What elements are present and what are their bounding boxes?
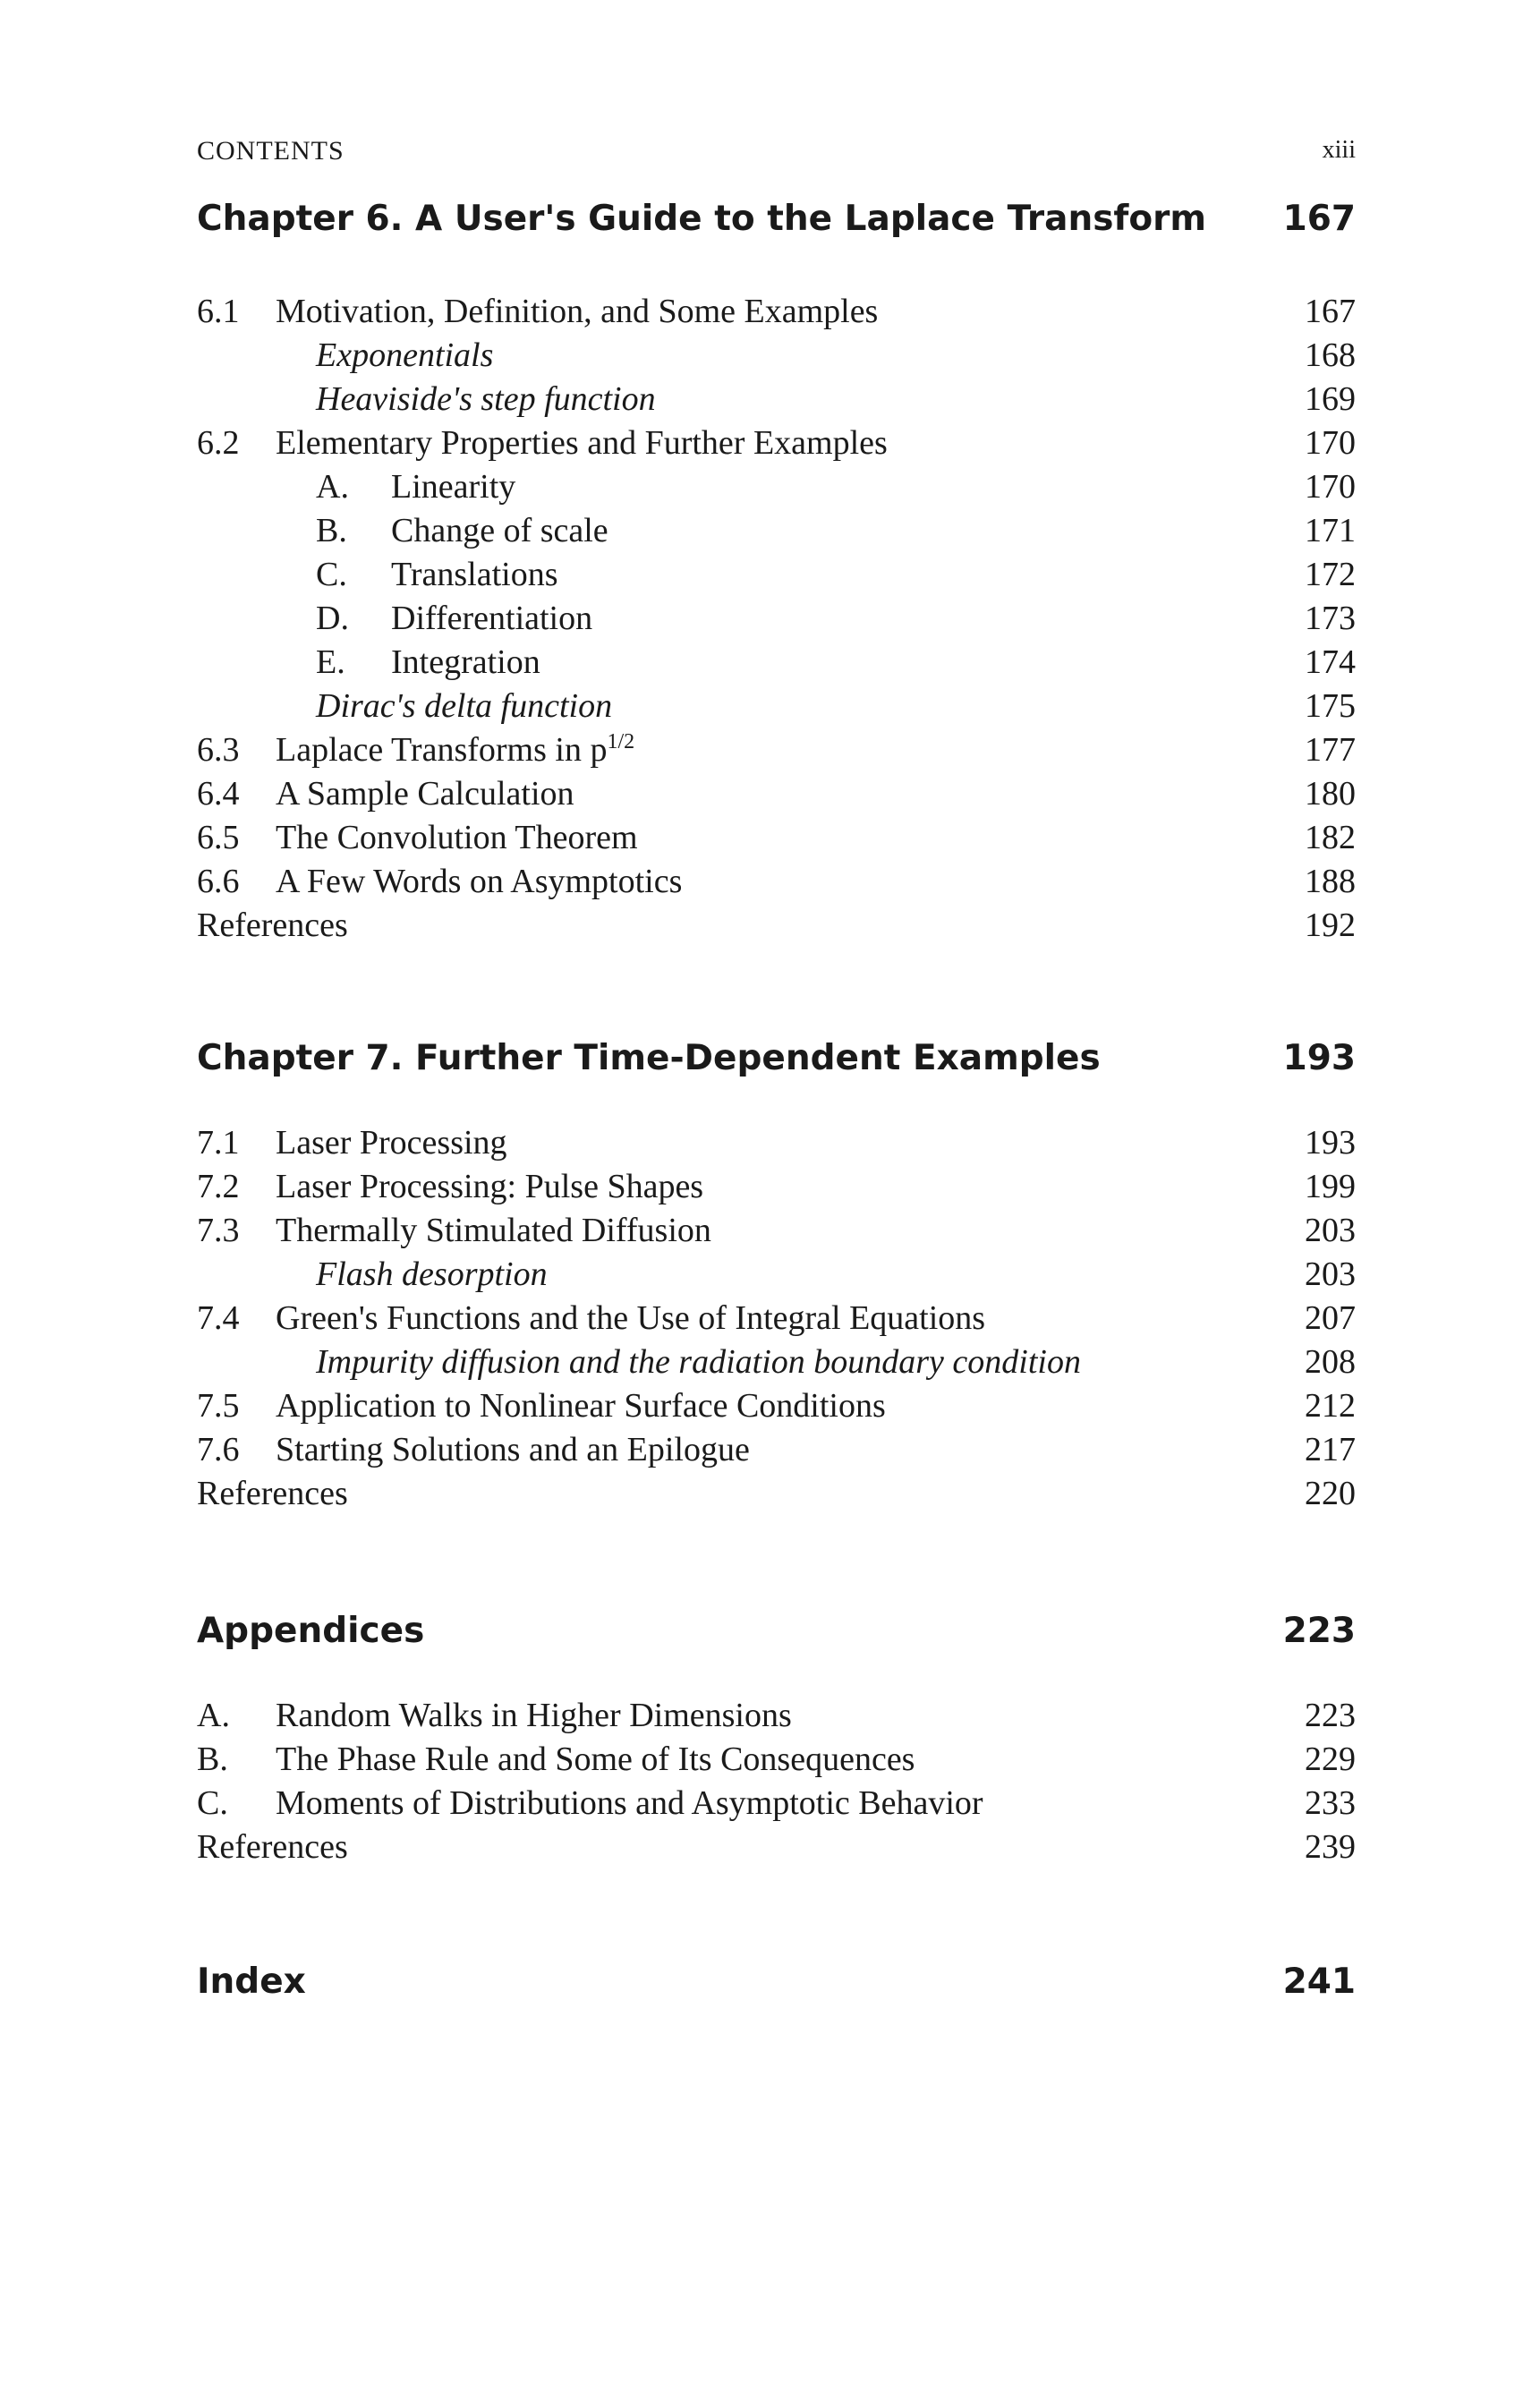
entry-label-superscript: 1/2: [607, 730, 635, 753]
entry-label: Laser Processing: [276, 1124, 507, 1162]
entry-number: 7.4: [197, 1299, 240, 1337]
entry-label: Linearity: [391, 468, 516, 506]
entry-letter: E.: [316, 643, 345, 681]
entry-page: 168: [1305, 336, 1356, 374]
entry-label: Application to Nonlinear Surface Conditions: [276, 1387, 886, 1425]
entry-page: 229: [1305, 1740, 1356, 1778]
entry-number: 6.2: [197, 424, 240, 462]
entry-number: A.: [197, 1697, 230, 1734]
index-heading[interactable]: [197, 1962, 1356, 2015]
appendices-heading[interactable]: [197, 1611, 1356, 1664]
entry-label: Random Walks in Higher Dimensions: [276, 1697, 792, 1734]
entry-label: [276, 728, 634, 777]
entry-page: 167: [1305, 293, 1356, 330]
entry-page: 233: [1305, 1784, 1356, 1822]
entry-number: 6.6: [197, 863, 240, 900]
entry-label: Moments of Distributions and Asymptotic Behavior: [276, 1784, 983, 1822]
entry-page: 208: [1305, 1343, 1356, 1381]
toc-entry-6-2[interactable]: [197, 421, 1356, 465]
entry-page: 170: [1305, 424, 1356, 462]
entry-label: References: [197, 906, 348, 944]
entry-number: 6.4: [197, 775, 240, 813]
entry-label: Starting Solutions and an Epilogue: [276, 1431, 750, 1468]
entry-page: 172: [1305, 556, 1356, 593]
entry-page: 207: [1305, 1299, 1356, 1337]
entry-page: 174: [1305, 643, 1356, 681]
appendices-entries: [197, 1694, 1356, 1869]
entry-letter: C.: [316, 556, 347, 593]
entry-label: Translations: [391, 556, 558, 593]
entry-page: 173: [1305, 600, 1356, 637]
toc-entry-appendix-a[interactable]: [197, 1694, 1356, 1738]
entry-label: References: [197, 1475, 348, 1512]
entry-label: Green's Functions and the Use of Integral Equations: [276, 1299, 986, 1337]
entry-page: 182: [1305, 819, 1356, 856]
entry-label: Laser Processing: Pulse Shapes: [276, 1168, 704, 1205]
toc-entry-dirac[interactable]: [197, 685, 1356, 728]
entry-page: 170: [1305, 468, 1356, 506]
entry-label: The Convolution Theorem: [276, 819, 638, 856]
entry-number: 7.2: [197, 1168, 240, 1205]
index-page: 241: [1282, 1962, 1356, 2002]
entry-label-text: Laplace Transforms in p: [276, 731, 608, 769]
entry-number: 6.5: [197, 819, 240, 856]
toc-entry-appendix-c[interactable]: [197, 1782, 1356, 1826]
entry-letter: A.: [316, 468, 349, 506]
entry-page: 169: [1305, 380, 1356, 418]
running-head-page-number: xiii: [1322, 136, 1356, 164]
toc-entry-chapter-7-references[interactable]: [197, 1472, 1356, 1516]
chapter-7-page: 193: [1282, 1038, 1356, 1078]
entry-number: 7.6: [197, 1431, 240, 1468]
entry-label: Dirac's delta function: [316, 687, 613, 725]
entry-page: 223: [1305, 1697, 1356, 1734]
toc-entry-7-3[interactable]: [197, 1209, 1356, 1253]
index-title: Index: [197, 1962, 306, 2002]
entry-page: 212: [1305, 1387, 1356, 1425]
toc-entry-7-1[interactable]: [197, 1121, 1356, 1165]
chapter-6-heading[interactable]: [197, 199, 1356, 252]
toc-entry-linearity[interactable]: [197, 465, 1356, 509]
chapter-6-page: 167: [1282, 199, 1356, 239]
toc-entry-integration[interactable]: [197, 641, 1356, 685]
chapter-7-title: Chapter 7. Further Time-Dependent Examples: [197, 1038, 1101, 1078]
entry-number: 6.3: [197, 731, 240, 769]
entry-label: A Sample Calculation: [276, 775, 574, 813]
entry-label: Heaviside's step function: [316, 380, 656, 418]
toc-entry-6-5[interactable]: [197, 816, 1356, 860]
entry-page: 175: [1305, 687, 1356, 725]
entry-label: Flash desorption: [316, 1255, 548, 1293]
appendices-title: Appendices: [197, 1611, 425, 1651]
toc-entry-7-5[interactable]: [197, 1384, 1356, 1428]
entry-page: 217: [1305, 1431, 1356, 1468]
toc-entry-heaviside[interactable]: [197, 378, 1356, 421]
entry-letter: B.: [316, 512, 347, 549]
toc-entry-6-3[interactable]: [197, 728, 1356, 772]
entry-label: Change of scale: [391, 512, 608, 549]
entry-page: 239: [1305, 1828, 1356, 1866]
toc-entry-change-of-scale[interactable]: [197, 509, 1356, 553]
entry-page: 220: [1305, 1475, 1356, 1512]
index-section: [197, 1962, 1356, 2015]
toc-entry-7-2[interactable]: [197, 1165, 1356, 1209]
entry-label: Differentiation: [391, 600, 593, 637]
appendices-section: [197, 1611, 1356, 1869]
entry-letter: D.: [316, 600, 349, 637]
toc-entry-differentiation[interactable]: [197, 597, 1356, 641]
entry-label: Integration: [391, 643, 540, 681]
entry-page: 193: [1305, 1124, 1356, 1162]
entry-label: The Phase Rule and Some of Its Consequences: [276, 1740, 915, 1778]
toc-entry-chapter-6-references[interactable]: [197, 904, 1356, 948]
entry-page: 171: [1305, 512, 1356, 549]
contents-page: [197, 0, 1356, 2383]
toc-entry-appendices-references[interactable]: [197, 1826, 1356, 1869]
entry-number: 7.3: [197, 1212, 240, 1249]
entry-page: 199: [1305, 1168, 1356, 1205]
toc-entry-7-4[interactable]: [197, 1297, 1356, 1340]
toc-entry-flash-desorption[interactable]: [197, 1253, 1356, 1297]
entry-number: B.: [197, 1740, 228, 1778]
toc-entry-exponentials[interactable]: [197, 334, 1356, 378]
entry-label: Motivation, Definition, and Some Examples: [276, 293, 879, 330]
appendices-page: 223: [1282, 1611, 1356, 1651]
entry-page: 188: [1305, 863, 1356, 900]
entry-number: C.: [197, 1784, 228, 1822]
entry-page: 203: [1305, 1255, 1356, 1293]
toc-entry-impurity-diffusion[interactable]: [197, 1340, 1356, 1384]
chapter-7-entries: [197, 1121, 1356, 1516]
entry-label: Exponentials: [316, 336, 494, 374]
entry-page: 180: [1305, 775, 1356, 813]
running-head: [197, 136, 1356, 172]
chapter-6-title: Chapter 6. A User's Guide to the Laplace Transform: [197, 199, 1207, 239]
entry-label: Impurity diffusion and the radiation boundary condition: [316, 1343, 1081, 1381]
entry-label: Thermally Stimulated Diffusion: [276, 1212, 711, 1249]
entry-page: 192: [1305, 906, 1356, 944]
entry-label: Elementary Properties and Further Examples: [276, 424, 888, 462]
entry-label: A Few Words on Asymptotics: [276, 863, 683, 900]
entry-label: References: [197, 1828, 348, 1866]
chapter-6-section: [197, 199, 1356, 948]
entry-number: 7.5: [197, 1387, 240, 1425]
toc-entry-6-6[interactable]: [197, 860, 1356, 904]
entry-page: 203: [1305, 1212, 1356, 1249]
toc-entry-6-4[interactable]: [197, 772, 1356, 816]
toc-entry-translations[interactable]: [197, 553, 1356, 597]
running-head-title: CONTENTS: [197, 136, 345, 166]
toc-entry-6-1[interactable]: [197, 290, 1356, 334]
chapter-7-section: [197, 1038, 1356, 1516]
entry-number: 6.1: [197, 293, 240, 330]
toc-entry-7-6[interactable]: [197, 1428, 1356, 1472]
chapter-7-heading[interactable]: [197, 1038, 1356, 1092]
entry-number: 7.1: [197, 1124, 240, 1162]
entry-page: 177: [1305, 731, 1356, 769]
chapter-6-entries: [197, 290, 1356, 948]
toc-entry-appendix-b[interactable]: [197, 1738, 1356, 1782]
